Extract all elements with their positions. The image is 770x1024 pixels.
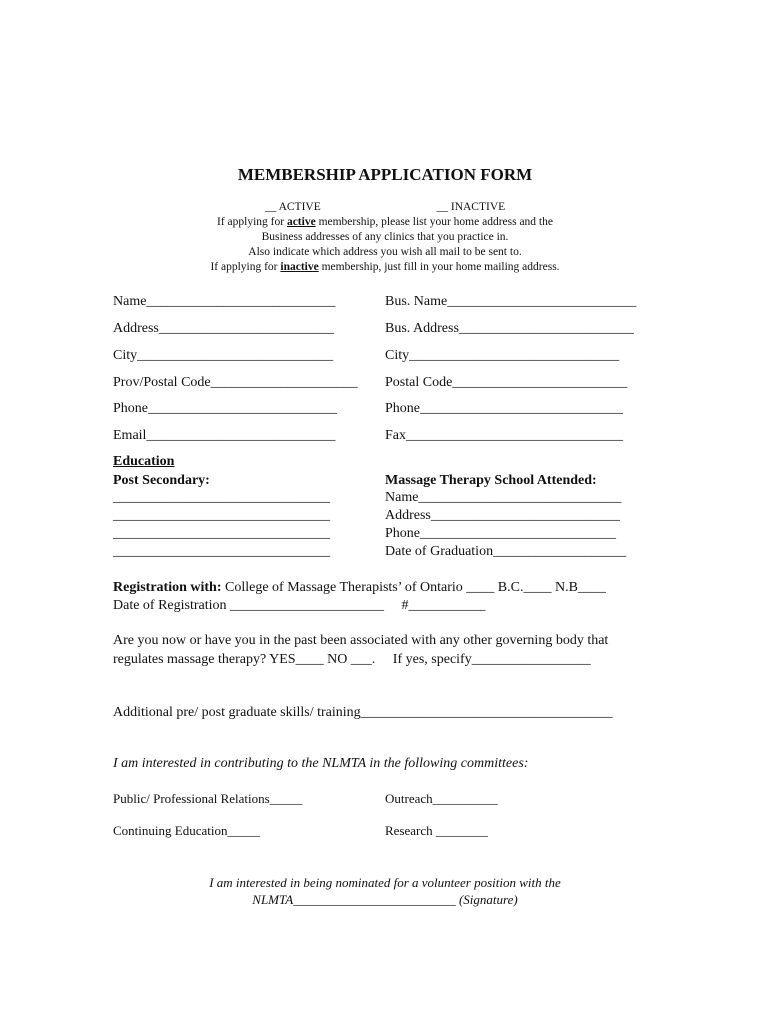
- school-name-field[interactable]: Name_____________________________: [385, 490, 622, 505]
- graduation-date-field[interactable]: Date of Graduation___________________: [385, 544, 627, 559]
- governing-body-question: Are you now or have you in the past been associated with any other governing body that: [113, 633, 609, 648]
- registration-line[interactable]: Registration with: College of Massage Therapists’ of Ontario ____ B.C.____ N.B____: [113, 580, 606, 595]
- choice-inactive[interactable]: __ INACTIVE: [436, 201, 506, 213]
- school-attended-heading: Massage Therapy School Attended:: [385, 473, 597, 488]
- inactive-emphasis: inactive: [280, 261, 319, 273]
- name-field[interactable]: Name___________________________: [113, 294, 336, 309]
- committee-research[interactable]: Research ________: [385, 823, 488, 838]
- registration-label: Registration with:: [113, 580, 222, 595]
- post-secondary-line-3[interactable]: _______________________________: [113, 526, 330, 541]
- bus-phone-field[interactable]: Phone_____________________________: [385, 401, 623, 416]
- post-secondary-label: Post Secondary:: [113, 473, 210, 488]
- membership-type-choices: [0, 201, 770, 213]
- bus-city-field[interactable]: City______________________________: [385, 348, 620, 363]
- intro-line-2: Business addresses of any clinics that you practice in.: [261, 231, 509, 243]
- prov-postal-code-field[interactable]: Prov/Postal Code_____________________: [113, 375, 358, 390]
- address-field[interactable]: Address_________________________: [113, 321, 334, 336]
- choice-active[interactable]: __ ACTIVE: [264, 201, 321, 213]
- committee-public-relations[interactable]: Public/ Professional Relations_____: [113, 791, 303, 806]
- email-field[interactable]: Email___________________________: [113, 428, 336, 443]
- education-heading: Education: [113, 454, 175, 469]
- active-emphasis: active: [286, 216, 316, 228]
- school-address-field[interactable]: Address___________________________: [385, 508, 620, 523]
- form-title: MEMBERSHIP APPLICATION FORM: [237, 165, 533, 184]
- intro-line-3: Also indicate which address you wish all mail to be sent to.: [248, 246, 522, 258]
- city-field[interactable]: City____________________________: [113, 348, 334, 363]
- bus-address-field[interactable]: Bus. Address_________________________: [385, 321, 634, 336]
- phone-field[interactable]: Phone___________________________: [113, 401, 337, 416]
- school-phone-field[interactable]: Phone____________________________: [385, 526, 616, 541]
- intro-line-4: If applying for inactive membership, just fill in your home mailing address.: [210, 261, 560, 273]
- post-secondary-line-1[interactable]: _______________________________: [113, 490, 330, 505]
- post-secondary-line-2[interactable]: _______________________________: [113, 508, 330, 523]
- fax-field[interactable]: Fax_______________________________: [385, 428, 623, 443]
- post-secondary-line-4[interactable]: _______________________________: [113, 544, 330, 559]
- governing-body-answer[interactable]: regulates massage therapy? YES____ NO ___. If yes, specify_________________: [113, 652, 591, 667]
- registration-date-field[interactable]: Date of Registration ______________________ #___________: [113, 598, 486, 613]
- committee-outreach[interactable]: Outreach__________: [385, 791, 498, 806]
- committee-continuing-education[interactable]: Continuing Education_____: [113, 823, 260, 838]
- bus-postal-code-field[interactable]: Postal Code_________________________: [385, 375, 628, 390]
- bus-name-field[interactable]: Bus. Name___________________________: [385, 294, 637, 309]
- additional-training-field[interactable]: Additional pre/ post graduate skills/ training____________________________________: [113, 705, 613, 720]
- volunteer-signature-field[interactable]: NLMTA_________________________ (Signature): [252, 892, 518, 907]
- intro-line-1: If applying for active membership, please list your home address and the: [217, 216, 553, 228]
- committees-heading: I am interested in contributing to the NLMTA in the following committees:: [113, 756, 529, 771]
- volunteer-statement: I am interested in being nominated for a volunteer position with the: [209, 875, 561, 890]
